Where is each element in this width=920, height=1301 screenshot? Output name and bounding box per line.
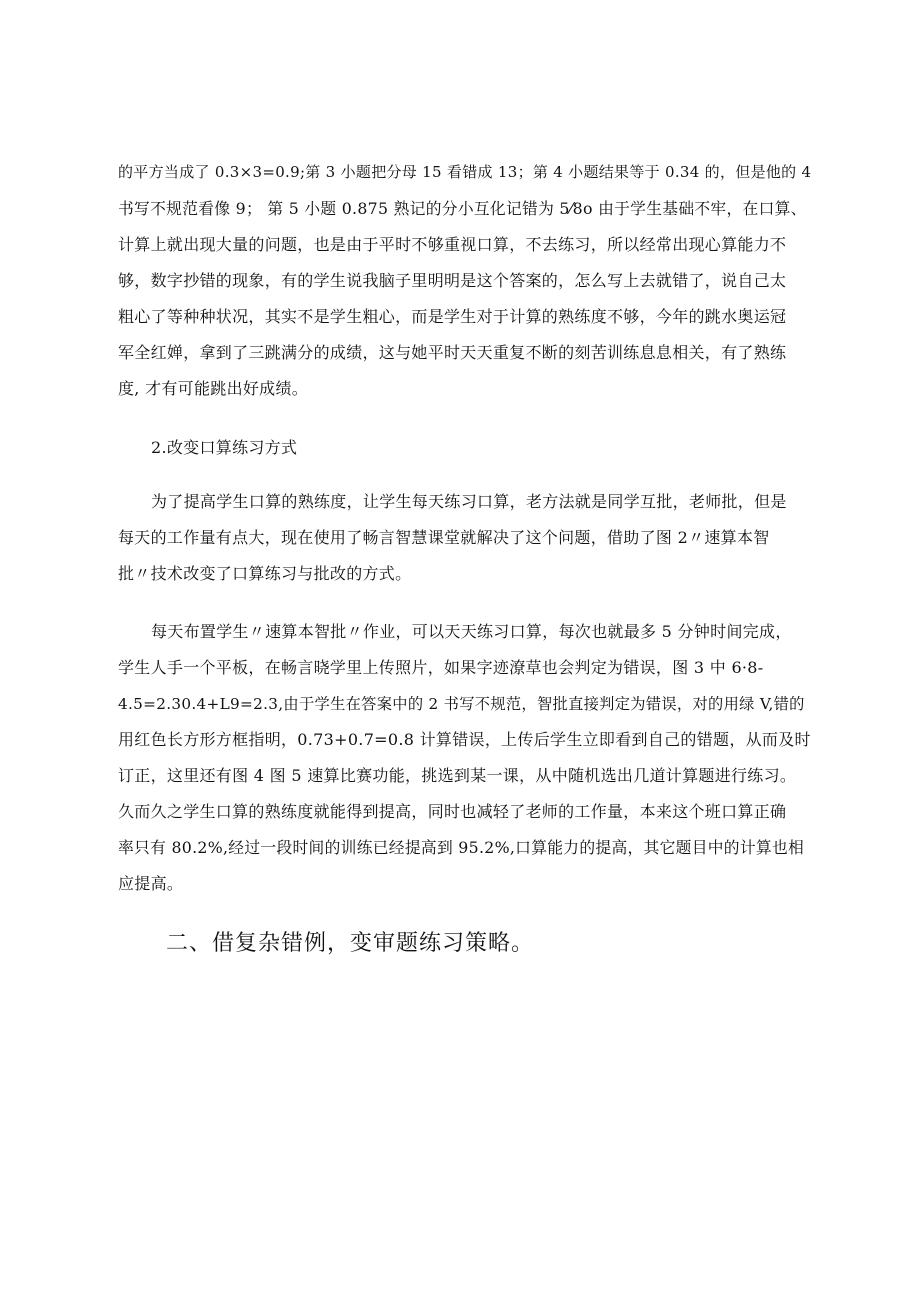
paragraph-1-line-7: 度, 才有可能跳出好成绩。 [118,379,309,398]
paragraph-2-line-3: 批〃技术改变了口算练习与批改的方式。 [118,564,412,583]
subheading: 2.改变口算练习方式 [151,438,298,457]
paragraph-2-line-1: 为了提高学生口算的熟练度，让学生每天练习口算，老方法就是同学互批，老师批，但是 [151,492,787,511]
section-heading: 二、借复杂错例，变审题练习策略。 [166,931,535,956]
paragraph-1-line-2: 书写不规范看像 9； 第 5 小题 0.875 熟记的分小互化记错为 5⁄8o 由于学生基础不牢，在口算、 [118,199,807,218]
paragraph-1-line-6: 军全红婵，拿到了三跳满分的成绩，这与她平时天天重复不断的刻苦训练息息相关，有了熟练 [118,343,787,362]
paragraph-1-line-4: 够，数字抄错的现象，有的学生说我脑子里明明是这个答案的，怎么写上去就错了，说自己太 [118,271,787,290]
paragraph-1-line-3: 计算上就出现大量的问题，也是由于平时不够重视口算，不去练习，所以经常出现心算能力不 [118,235,787,254]
paragraph-3-line-7: 率只有 80.2%,经过一段时间的训练已经提高到 95.2%,口算能力的提高，其它题目中的计算也相 [118,838,805,857]
paragraph-3-line-8: 应提高。 [118,874,184,893]
paragraph-2-line-2: 每天的工作量有点大，现在使用了畅言智慧课堂就解决了这个问题，借助了图 2〃速算本智 [118,528,770,547]
paragraph-1-line-5: 粗心了等种种状况，其实不是学生粗心，而是学生对于计算的熟练度不够，今年的跳水奥运冠 [118,307,787,326]
paragraph-3-line-4: 用红色长方形方框指明，0.73+0.7=0.8 计算错误，上传后学生立即看到自己的错题，从而及时 [118,730,811,749]
paragraph-3-line-3: 4.5=2.30.4+L9=2.3,由于学生在答案中的 2 书写不规范，智批直接判定为错误，对的用绿 V,错的 [118,695,805,713]
paragraph-3-line-5: 订正，这里还有图 4 图 5 速算比赛功能，挑选到某一课，从中随机选出几道计算题进行练习。 [118,766,797,785]
paragraph-1-line-1: 的平方当成了 0.3×3=0.9;第 3 小题把分母 15 看错成 13；第 4 小题结果等于 0.34 的，但是他的 4 [118,163,812,181]
paragraph-3-line-6: 久而久之学生口算的熟练度就能得到提高，同时也减轻了老师的工作量，本来这个班口算正确 [118,802,787,821]
paragraph-3-line-1: 每天布置学生〃速算本智批〃作业，可以天天练习口算，每次也就最多 5 分钟时间完成， [151,622,792,641]
paragraph-3-line-2: 学生人手一个平板，在畅言晓学里上传照片，如果字迹潦草也会判定为错误，图 3 中 6·8- [118,658,764,677]
